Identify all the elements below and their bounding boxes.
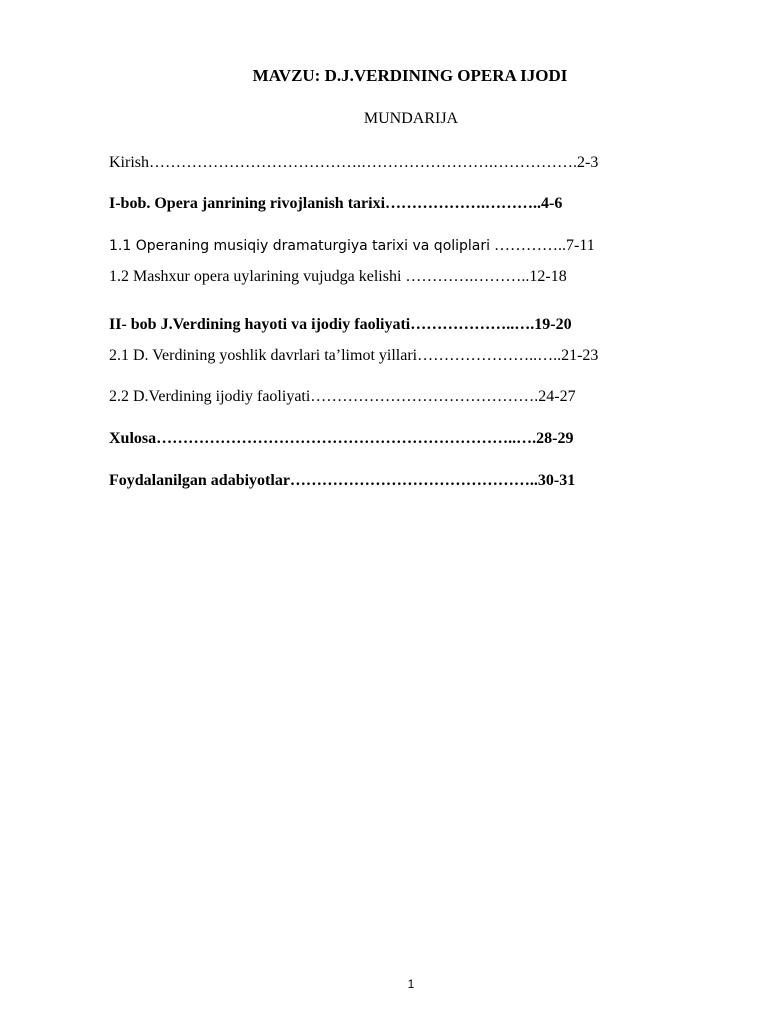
toc-entry-text: …………..7-11 bbox=[490, 237, 595, 254]
toc-entry-text: II- bob J.Verdining hayoti va ijodiy faoliyati………………..….19-20 bbox=[109, 316, 572, 333]
toc-entry-text: 2.1 D. Verdining yoshlik davrlari ta’limot yillari…………………..…..21-23 bbox=[109, 347, 599, 364]
page-number: 1 bbox=[407, 977, 415, 991]
toc-entry-text: 2.2 D.Verdining ijodiy faoliyati…………………………………….24-27 bbox=[109, 388, 576, 405]
toc-entry-section-1-2 bbox=[109, 267, 567, 287]
toc-entry-chapter-1 bbox=[109, 194, 562, 214]
toc-entry-section-2-1 bbox=[109, 346, 598, 366]
toc-entry-text: Foydalanilgan adabiyotlar………………………………………..30-31 bbox=[109, 472, 576, 489]
toc-entry-text: 1.2 Mashxur opera uylarining vujudga kelishi ………….………..12-18 bbox=[109, 268, 567, 285]
toc-entry-text: Kirish………………………………….…………………….…………….2-3 bbox=[109, 154, 599, 171]
toc-entry-text: Xulosa…………………………………………………………..….28-29 bbox=[109, 430, 574, 447]
toc-entry-chapter-2 bbox=[109, 315, 572, 335]
toc-heading: MUNDARIJA bbox=[363, 110, 459, 127]
toc-entry-xulosa bbox=[109, 429, 573, 449]
document-title: MAVZU: D.J.VERDINING OPERA IJODI bbox=[252, 66, 568, 85]
toc-entry-section-1-1 bbox=[109, 236, 595, 256]
toc-entry-text: I-bob. Opera janrining rivojlanish tarixi……………….………..4-6 bbox=[109, 195, 563, 212]
toc-entry-adabiyotlar bbox=[109, 471, 575, 491]
toc-entry-kirish bbox=[109, 153, 598, 173]
toc-entry-lead: 1.1 Operaning musiqiy dramaturgiya tarixi va qoliplari bbox=[109, 238, 491, 254]
toc-entry-section-2-2 bbox=[109, 387, 576, 407]
